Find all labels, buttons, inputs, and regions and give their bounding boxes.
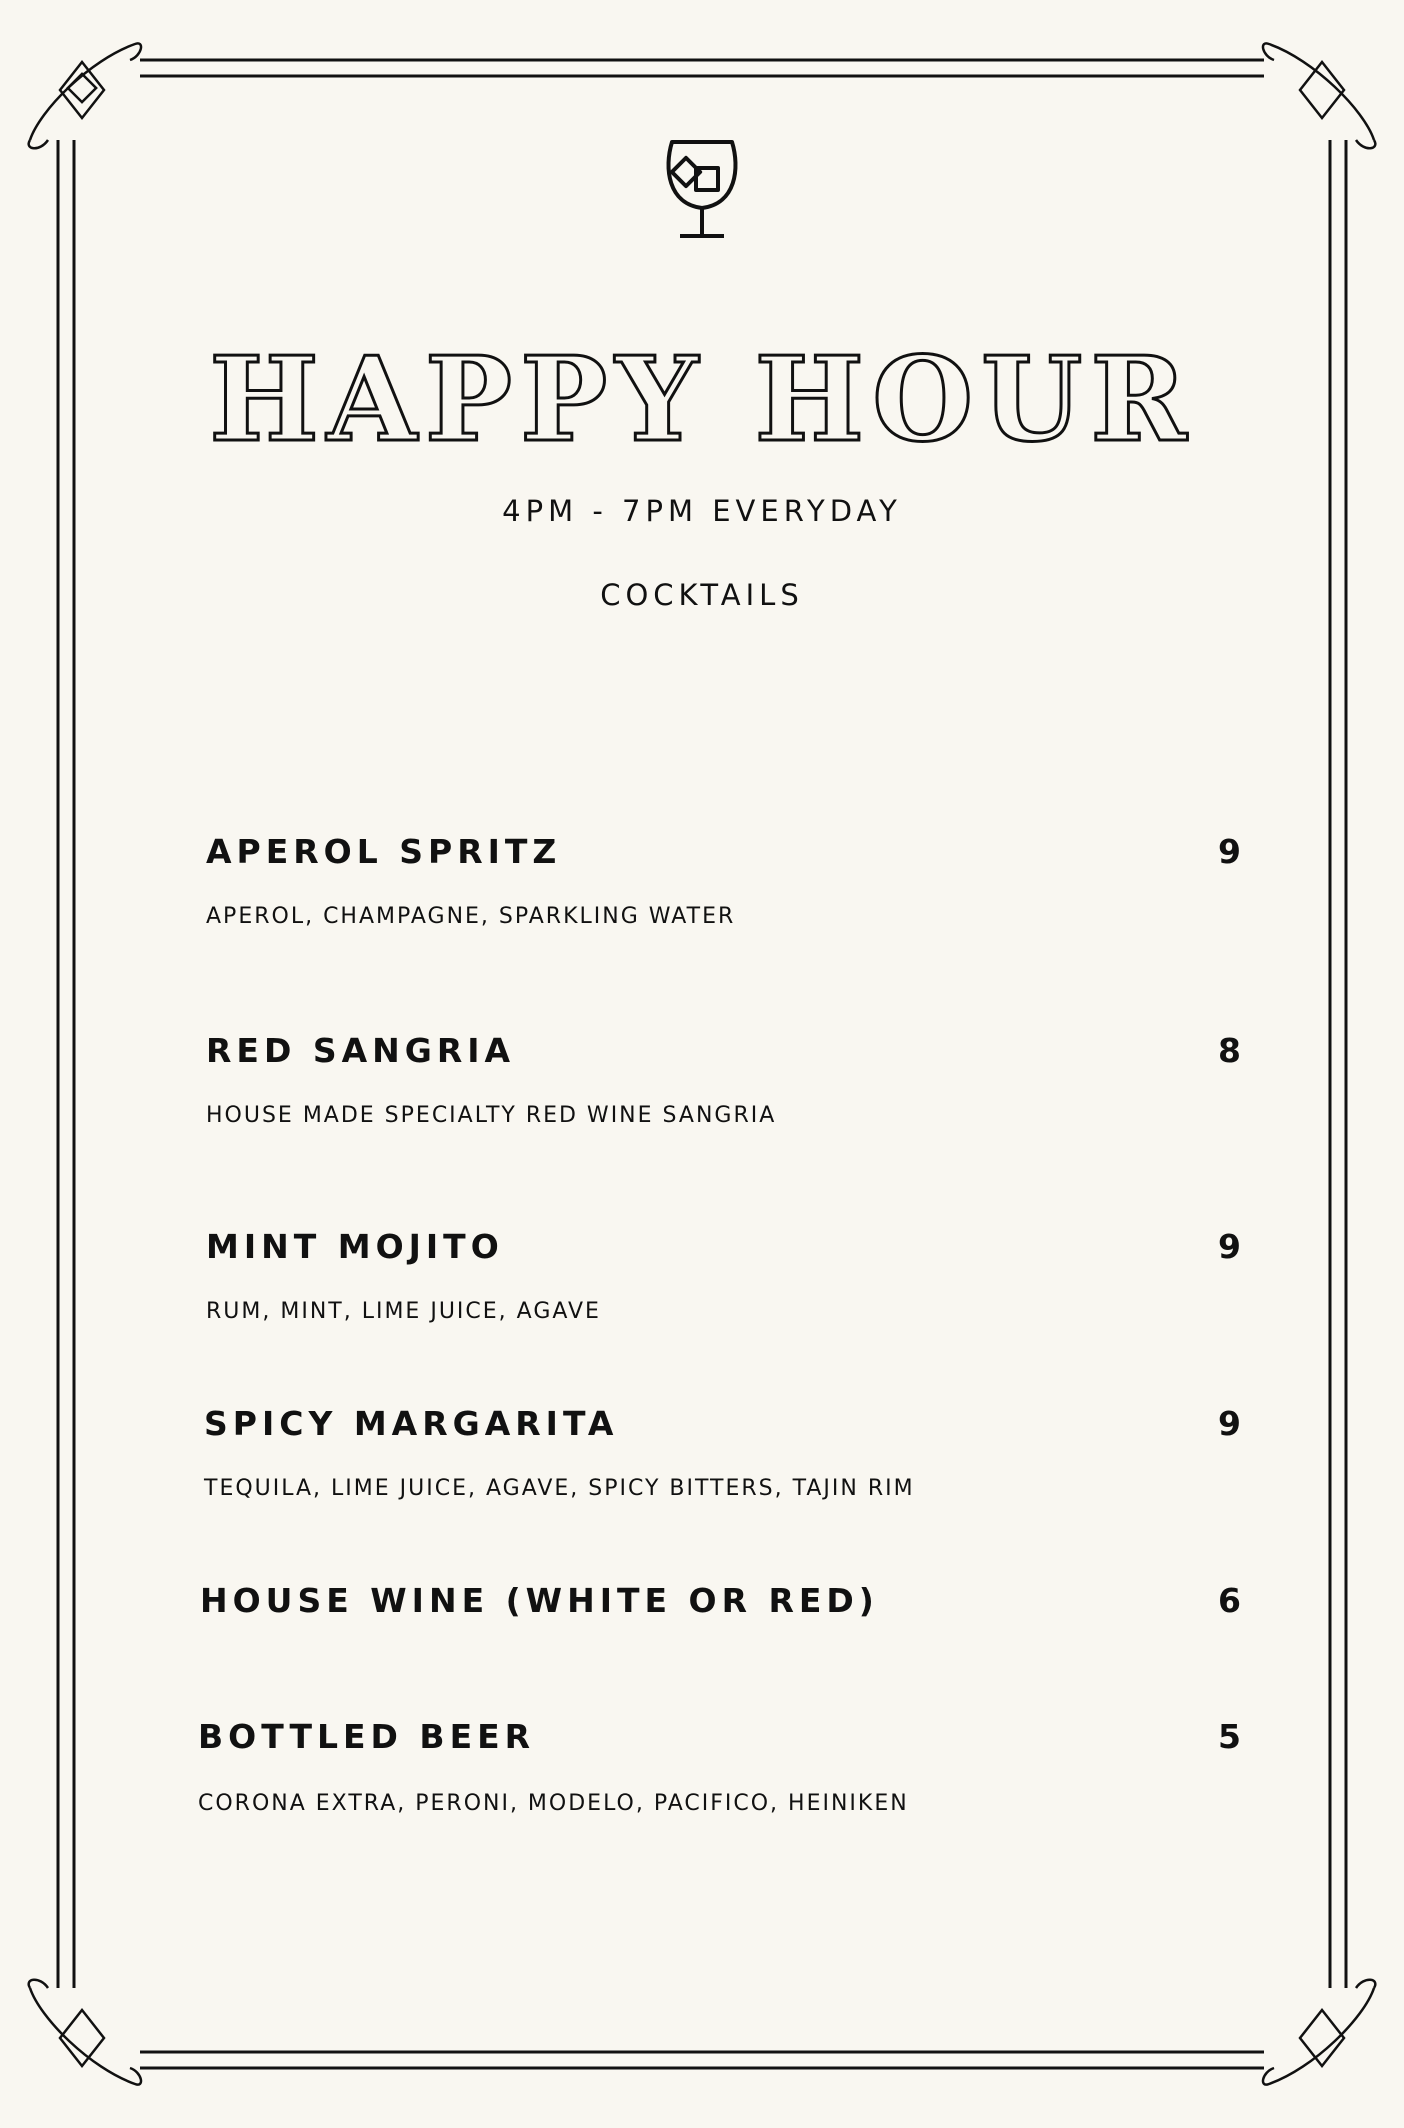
ornamental-corner-icon (1263, 1980, 1375, 2085)
item-description: RUM, MINT, LIME JUICE, AGAVE (206, 1299, 601, 1324)
item-name: SPICY MARGARITA (204, 1404, 619, 1443)
item-description: TEQUILA, LIME JUICE, AGAVE, SPICY BITTERS, TAJIN RIM (204, 1476, 915, 1501)
item-price: 8 (1218, 1031, 1241, 1070)
title-text: HAPPY HOUR (209, 332, 1195, 460)
item-description: HOUSE MADE SPECIALTY RED WINE SANGRIA (206, 1103, 777, 1128)
item-description: APEROL, CHAMPAGNE, SPARKLING WATER (206, 904, 736, 929)
item-name: BOTTLED BEER (198, 1717, 536, 1756)
item-name: RED SANGRIA (206, 1031, 516, 1070)
item-description: CORONA EXTRA, PERONI, MODELO, PACIFICO, HEINIKEN (198, 1791, 909, 1816)
ornamental-corner-icon (29, 1980, 141, 2085)
item-price: 9 (1218, 1227, 1241, 1266)
item-price: 9 (1218, 832, 1241, 871)
section-heading: COCKTAILS (600, 578, 804, 612)
wine-glass-with-ice-icon (662, 138, 742, 242)
hours-subtitle: 4PM - 7PM EVERYDAY (502, 494, 902, 528)
item-name: MINT MOJITO (206, 1227, 504, 1266)
ornamental-corner-icon (29, 43, 141, 148)
item-price: 9 (1218, 1404, 1241, 1443)
item-name: HOUSE WINE (WHITE OR RED) (200, 1581, 879, 1620)
ornamental-corner-icon (1263, 43, 1375, 148)
item-price: 5 (1218, 1717, 1241, 1756)
item-price: 6 (1218, 1581, 1241, 1620)
item-name: APEROL SPRITZ (206, 832, 562, 871)
page-title (0, 330, 1404, 460)
